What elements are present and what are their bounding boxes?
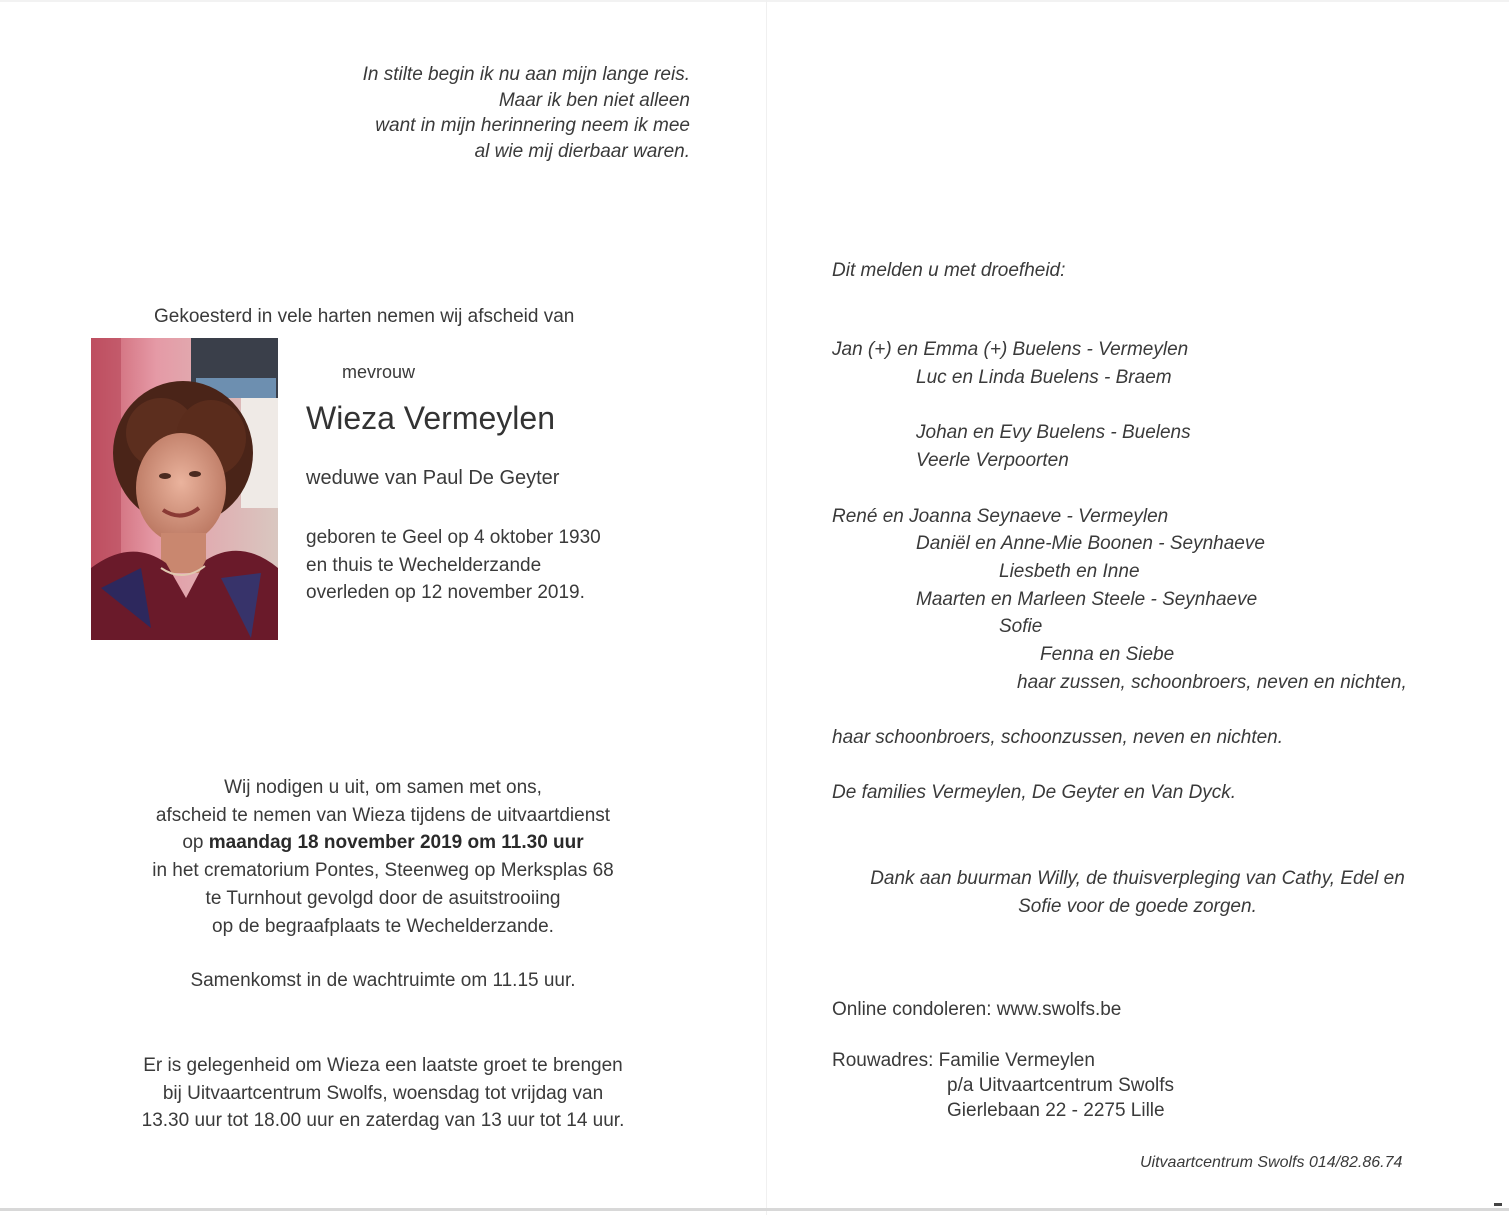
invite-line: te Turnhout gevolgd door de asuitstrooiing xyxy=(205,887,561,909)
thanks-line: Dank aan buurman Willy, de thuisverpleging van Cathy, Edel en xyxy=(870,868,1405,889)
family-line: René en Joanna Seynaeve - Vermeylen xyxy=(832,506,1169,527)
mourning-address-line: p/a Uitvaartcentrum Swolfs xyxy=(947,1075,1175,1096)
invite-line: op de begraafplaats te Wechelderzande. xyxy=(212,915,554,937)
gathering-info: Samenkomst in de wachtruimte om 11.15 uur. xyxy=(190,970,576,991)
family-line: Veerle Verpoorten xyxy=(916,450,1069,471)
poem-line: al wie mij dierbaar waren. xyxy=(474,140,690,162)
home-line: en thuis te Wechelderzande xyxy=(306,554,542,576)
deceased-name: Wieza Vermeylen xyxy=(306,400,555,436)
card-top-edge xyxy=(0,0,1509,2)
poem xyxy=(250,62,690,164)
portrait-photo xyxy=(91,338,278,640)
funeral-invitation xyxy=(100,774,666,940)
visit-line: 13.30 uur tot 18.00 uur en zaterdag van 13 uur tot 14 uur. xyxy=(141,1110,625,1132)
family-line: Jan (+) en Emma (+) Buelens - Vermeylen xyxy=(832,339,1189,360)
family-line: De families Vermeylen, De Geyter en Van Dyck. xyxy=(832,782,1237,803)
poem-line: In stilte begin ik nu aan mijn lange reis. xyxy=(362,64,690,85)
honorific: mevrouw xyxy=(342,362,416,382)
thanks-note xyxy=(815,865,1460,921)
invite-prefix: op xyxy=(182,832,204,854)
family-line: Johan en Evy Buelens - Buelens xyxy=(916,422,1191,443)
footer-funeral-home: Uitvaartcentrum Swolfs 014/82.86.74 xyxy=(1140,1154,1403,1171)
intro-text: Gekoesterd in vele harten nemen wij afscheid van xyxy=(154,306,575,327)
birth-line: geboren te Geel op 4 oktober 1930 xyxy=(306,527,601,548)
family-line: Sofie xyxy=(999,616,1043,637)
family-line: Daniël en Anne-Mie Boonen - Seynhaeve xyxy=(916,533,1265,554)
death-line: overleden op 12 november 2019. xyxy=(306,582,585,603)
family-line: Maarten en Marleen Steele - Seynhaeve xyxy=(916,589,1258,610)
card-fold-line xyxy=(766,0,767,1215)
invite-line: afscheid te nemen van Wieza tijdens de uitvaartdienst xyxy=(155,804,611,826)
family-line: Fenna en Siebe xyxy=(1040,644,1175,665)
visitation-info xyxy=(100,1052,666,1135)
visit-line: bij Uitvaartcentrum Swolfs, woensdag tot vrijdag van xyxy=(162,1082,604,1104)
mourning-address-label: Rouwadres: Familie Vermeylen xyxy=(832,1050,1095,1071)
birth-death-info xyxy=(306,524,601,607)
card-bottom-edge xyxy=(0,1208,1509,1211)
announcement: Dit melden u met droefheid: xyxy=(832,260,1066,281)
visit-line: Er is gelegenheid om Wieza een laatste groet te brengen xyxy=(143,1055,623,1076)
poem-line: want in mijn herinnering neem ik mee xyxy=(375,115,690,136)
invite-line: in het crematorium Pontes, Steenweg op Merksplas 68 xyxy=(152,860,614,882)
mourning-address-line: Gierlebaan 22 - 2275 Lille xyxy=(947,1100,1165,1121)
invite-line: Wij nodigen u uit, om samen met ons, xyxy=(224,777,542,798)
invite-date-line xyxy=(100,829,666,857)
online-condolence: Online condoleren: www.swolfs.be xyxy=(832,999,1122,1020)
corner-mark xyxy=(1494,1203,1502,1206)
family-line: Liesbeth en Inne xyxy=(999,561,1140,582)
poem-line: Maar ik ben niet alleen xyxy=(498,89,690,111)
family-line: haar schoonbroers, schoonzussen, neven en nichten. xyxy=(832,727,1284,748)
funeral-date: maandag 18 november 2019 om 11.30 uur xyxy=(208,832,584,854)
family-line: Luc en Linda Buelens - Braem xyxy=(916,367,1172,388)
family-line: haar zussen, schoonbroers, neven en nichten, xyxy=(1017,672,1407,693)
widow-of: weduwe van Paul De Geyter xyxy=(306,467,560,489)
thanks-line: Sofie voor de goede zorgen. xyxy=(1018,896,1257,917)
